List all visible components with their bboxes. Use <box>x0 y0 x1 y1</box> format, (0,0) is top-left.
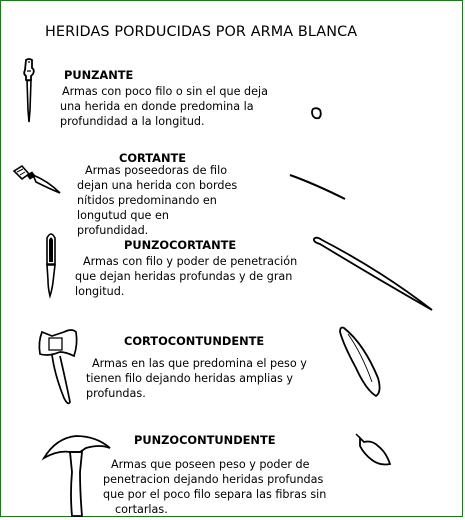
text-line: profundidad a la longitud. <box>60 115 205 128</box>
torn-wound-icon <box>352 432 394 470</box>
text-line: que dejan heridas profundas y de gran <box>75 270 293 283</box>
chop-wound-icon <box>336 324 384 400</box>
text-line: Armas que poseen peso y poder de <box>111 458 310 471</box>
awl-icon <box>18 58 40 124</box>
text-line: tienen filo dejando heridas amplias y <box>86 372 294 385</box>
text-line: penetracion dejando heridas profundas <box>103 473 324 486</box>
text-line: cortarlas. <box>115 503 168 516</box>
text-line: profundidad. <box>77 224 149 237</box>
section-text-cortocontundente <box>84 356 307 401</box>
axe-icon <box>36 326 80 410</box>
text-line: Armas en las que predomina el peso y <box>92 357 307 370</box>
text-line: Armas con filo y poder de penetración <box>83 255 298 268</box>
section-text-cortante <box>77 163 237 238</box>
text-line: longitud. <box>75 285 125 298</box>
section-text-punzocortante <box>75 254 297 299</box>
text-line: profundas. <box>86 387 146 400</box>
section-heading-cortante: CORTANTE <box>119 151 187 165</box>
section-heading-punzocontundente: PUNZOCONTUNDENTE <box>134 433 276 447</box>
dagger-icon <box>38 232 64 300</box>
section-heading-punzocortante: PUNZOCORTANTE <box>124 238 237 252</box>
stab-cut-wound-icon <box>310 234 436 314</box>
section-text-punzante <box>60 84 268 129</box>
text-line: dejan una herida con bordes <box>77 179 238 192</box>
cut-wound-icon <box>287 172 349 202</box>
text-line: nítidos predominando en <box>77 194 217 207</box>
text-line: que por el poco filo separa las fibras sin <box>103 488 327 501</box>
section-heading-punzante: PUNZANTE <box>64 68 134 82</box>
page-title: HERIDAS PORDUCIDAS POR ARMA BLANCA <box>45 24 358 40</box>
section-heading-cortocontundente: CORTOCONTUNDENTE <box>124 334 265 348</box>
text-line: Armas con poco filo o sin el que deja <box>62 85 269 98</box>
text-line: longutud que en <box>77 209 169 222</box>
text-line: Armas poseedoras de filo <box>85 164 228 177</box>
puncture-wound-icon <box>309 106 325 122</box>
text-line: una herida en donde predomina la <box>60 100 254 113</box>
section-text-punzocontundente <box>103 457 326 517</box>
knife-icon <box>12 163 62 197</box>
